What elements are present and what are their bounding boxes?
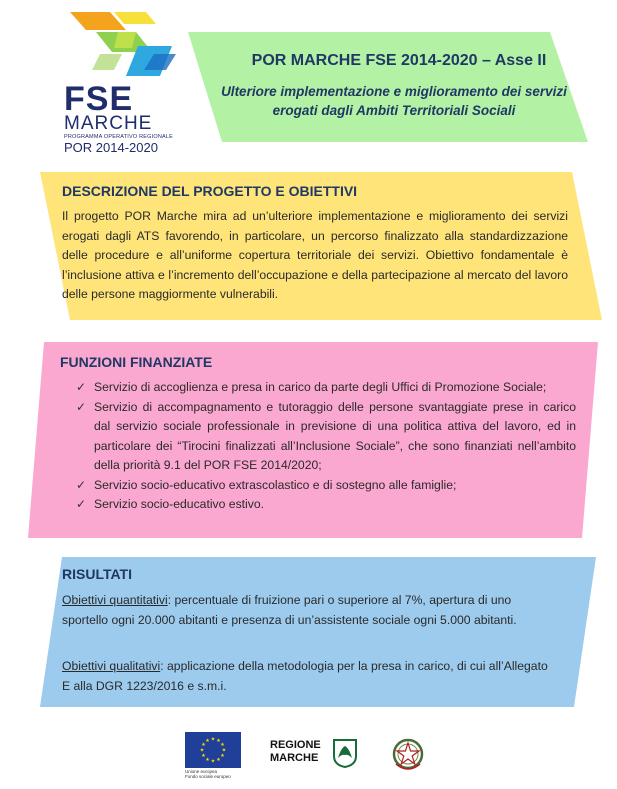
results-section bbox=[40, 557, 596, 707]
svg-text:★: ★ bbox=[201, 742, 206, 748]
description-section bbox=[40, 172, 602, 320]
regione-marche-logo bbox=[270, 738, 360, 772]
function-item-text: Servizio di accoglienza e presa in carico da parte degli Uffici di Promozione Sociale; bbox=[94, 380, 547, 394]
regione-marche-text bbox=[270, 739, 330, 765]
fse-logo-mark bbox=[56, 10, 186, 90]
quantitative-goals-text: : percentuale di fruizione pari o superiore al 7%, apertura di uno sportello ogni 20.000 abitanti e presenza di un’assistente sociale ogni 5.000 abitanti. bbox=[62, 593, 517, 627]
italian-republic-emblem bbox=[388, 734, 428, 774]
svg-text:★: ★ bbox=[199, 747, 205, 754]
function-item-text: Servizio socio-educativo estivo. bbox=[94, 497, 265, 511]
list-item bbox=[76, 476, 576, 496]
svg-text:★: ★ bbox=[220, 742, 225, 748]
program-text: PROGRAMMA OPERATIVO REGIONALE bbox=[64, 134, 173, 140]
check-icon: ✓ bbox=[76, 380, 87, 394]
quantitative-goals-label: Obiettivi quantitativi bbox=[62, 593, 168, 607]
function-item-text: Servizio di accompagnamento e tutoraggio delle persone svantaggiate prese in carico dal servizio sociale professionale in previsione di una politica attiva del lavoro, ed in particolare dei “Tirocini finalizzati all’Inclusione Sociale”, che sono finanziati nell’ambito della priorità 9.1 del POR FSE 2014/2020; bbox=[94, 399, 576, 472]
functions-list bbox=[76, 378, 576, 515]
eu-flag-icon bbox=[185, 732, 241, 768]
quantitative-goals bbox=[62, 591, 552, 630]
check-icon: ✓ bbox=[76, 497, 87, 511]
page-title: POR MARCHE FSE 2014-2020 – Asse II bbox=[251, 52, 547, 69]
description-title: DESCRIZIONE DEL PROGETTO E OBIETTIVI bbox=[62, 183, 358, 199]
eu-caption-line2: Fondo sociale europeo bbox=[185, 774, 231, 779]
functions-title: FUNZIONI FINANZIATE bbox=[60, 354, 213, 370]
regione-line1: REGIONE bbox=[270, 739, 321, 751]
page-subtitle: Ulteriore implementazione e miglioramento dei servizi erogati dagli Ambiti Territoriali Sociali bbox=[221, 84, 567, 118]
eu-logo bbox=[185, 732, 245, 780]
list-item bbox=[76, 398, 576, 476]
list-item bbox=[76, 378, 576, 398]
functions-section bbox=[28, 342, 598, 538]
regione-line2: MARCHE bbox=[270, 752, 319, 764]
description-body: Il progetto POR Marche mira ad un’ulteriore implementazione e miglioramento dei servizi erogati dagli ATS favorendo, in particolare, un percorso finalizzato alla standardizzazione delle procedure e all’uniforme copertura territoriale dei servizi. Obiettivo fondamentale è l’inclusione attiva e l’incremento dell’occupazione e della partecipazione al mercato del lavoro delle persone maggiormente vulnerabili. bbox=[62, 209, 568, 301]
function-item-text: Servizio socio-educativo extrascolastico e di sostegno alle famiglie; bbox=[94, 477, 457, 492]
check-icon: ✓ bbox=[76, 399, 87, 414]
eu-stars bbox=[185, 732, 241, 768]
results-title: RISULTATI bbox=[62, 566, 132, 582]
eu-caption bbox=[185, 769, 231, 779]
qualitative-goals bbox=[62, 657, 552, 696]
eu-caption-line1: Unione europea bbox=[185, 769, 218, 774]
svg-text:★: ★ bbox=[216, 757, 221, 763]
fse-marche-logo bbox=[56, 10, 186, 155]
qualitative-goals-label: Obiettivi qualitativi bbox=[62, 659, 161, 673]
regione-emblem-icon bbox=[332, 738, 358, 768]
republic-emblem-icon bbox=[388, 734, 428, 774]
por-period-text: POR 2014-2020 bbox=[64, 140, 158, 155]
check-icon: ✓ bbox=[76, 477, 87, 492]
fse-brand-text: FSE bbox=[64, 80, 134, 118]
svg-text:★: ★ bbox=[205, 738, 210, 744]
qualitative-goals-text: : applicazione della metodologia per la presa in carico, di cui all’Allegato E alla DGR 1223/2016 e s.m.i. bbox=[62, 659, 548, 693]
svg-text:★: ★ bbox=[221, 747, 227, 754]
header-banner bbox=[188, 32, 588, 142]
svg-text:★: ★ bbox=[220, 753, 225, 759]
list-item bbox=[76, 495, 576, 515]
svg-text:★: ★ bbox=[205, 757, 210, 763]
marche-brand-text: MARCHE bbox=[64, 113, 153, 134]
svg-text:★: ★ bbox=[210, 736, 216, 743]
svg-text:★: ★ bbox=[210, 758, 216, 765]
svg-text:★: ★ bbox=[216, 738, 221, 744]
svg-text:★: ★ bbox=[201, 753, 206, 759]
